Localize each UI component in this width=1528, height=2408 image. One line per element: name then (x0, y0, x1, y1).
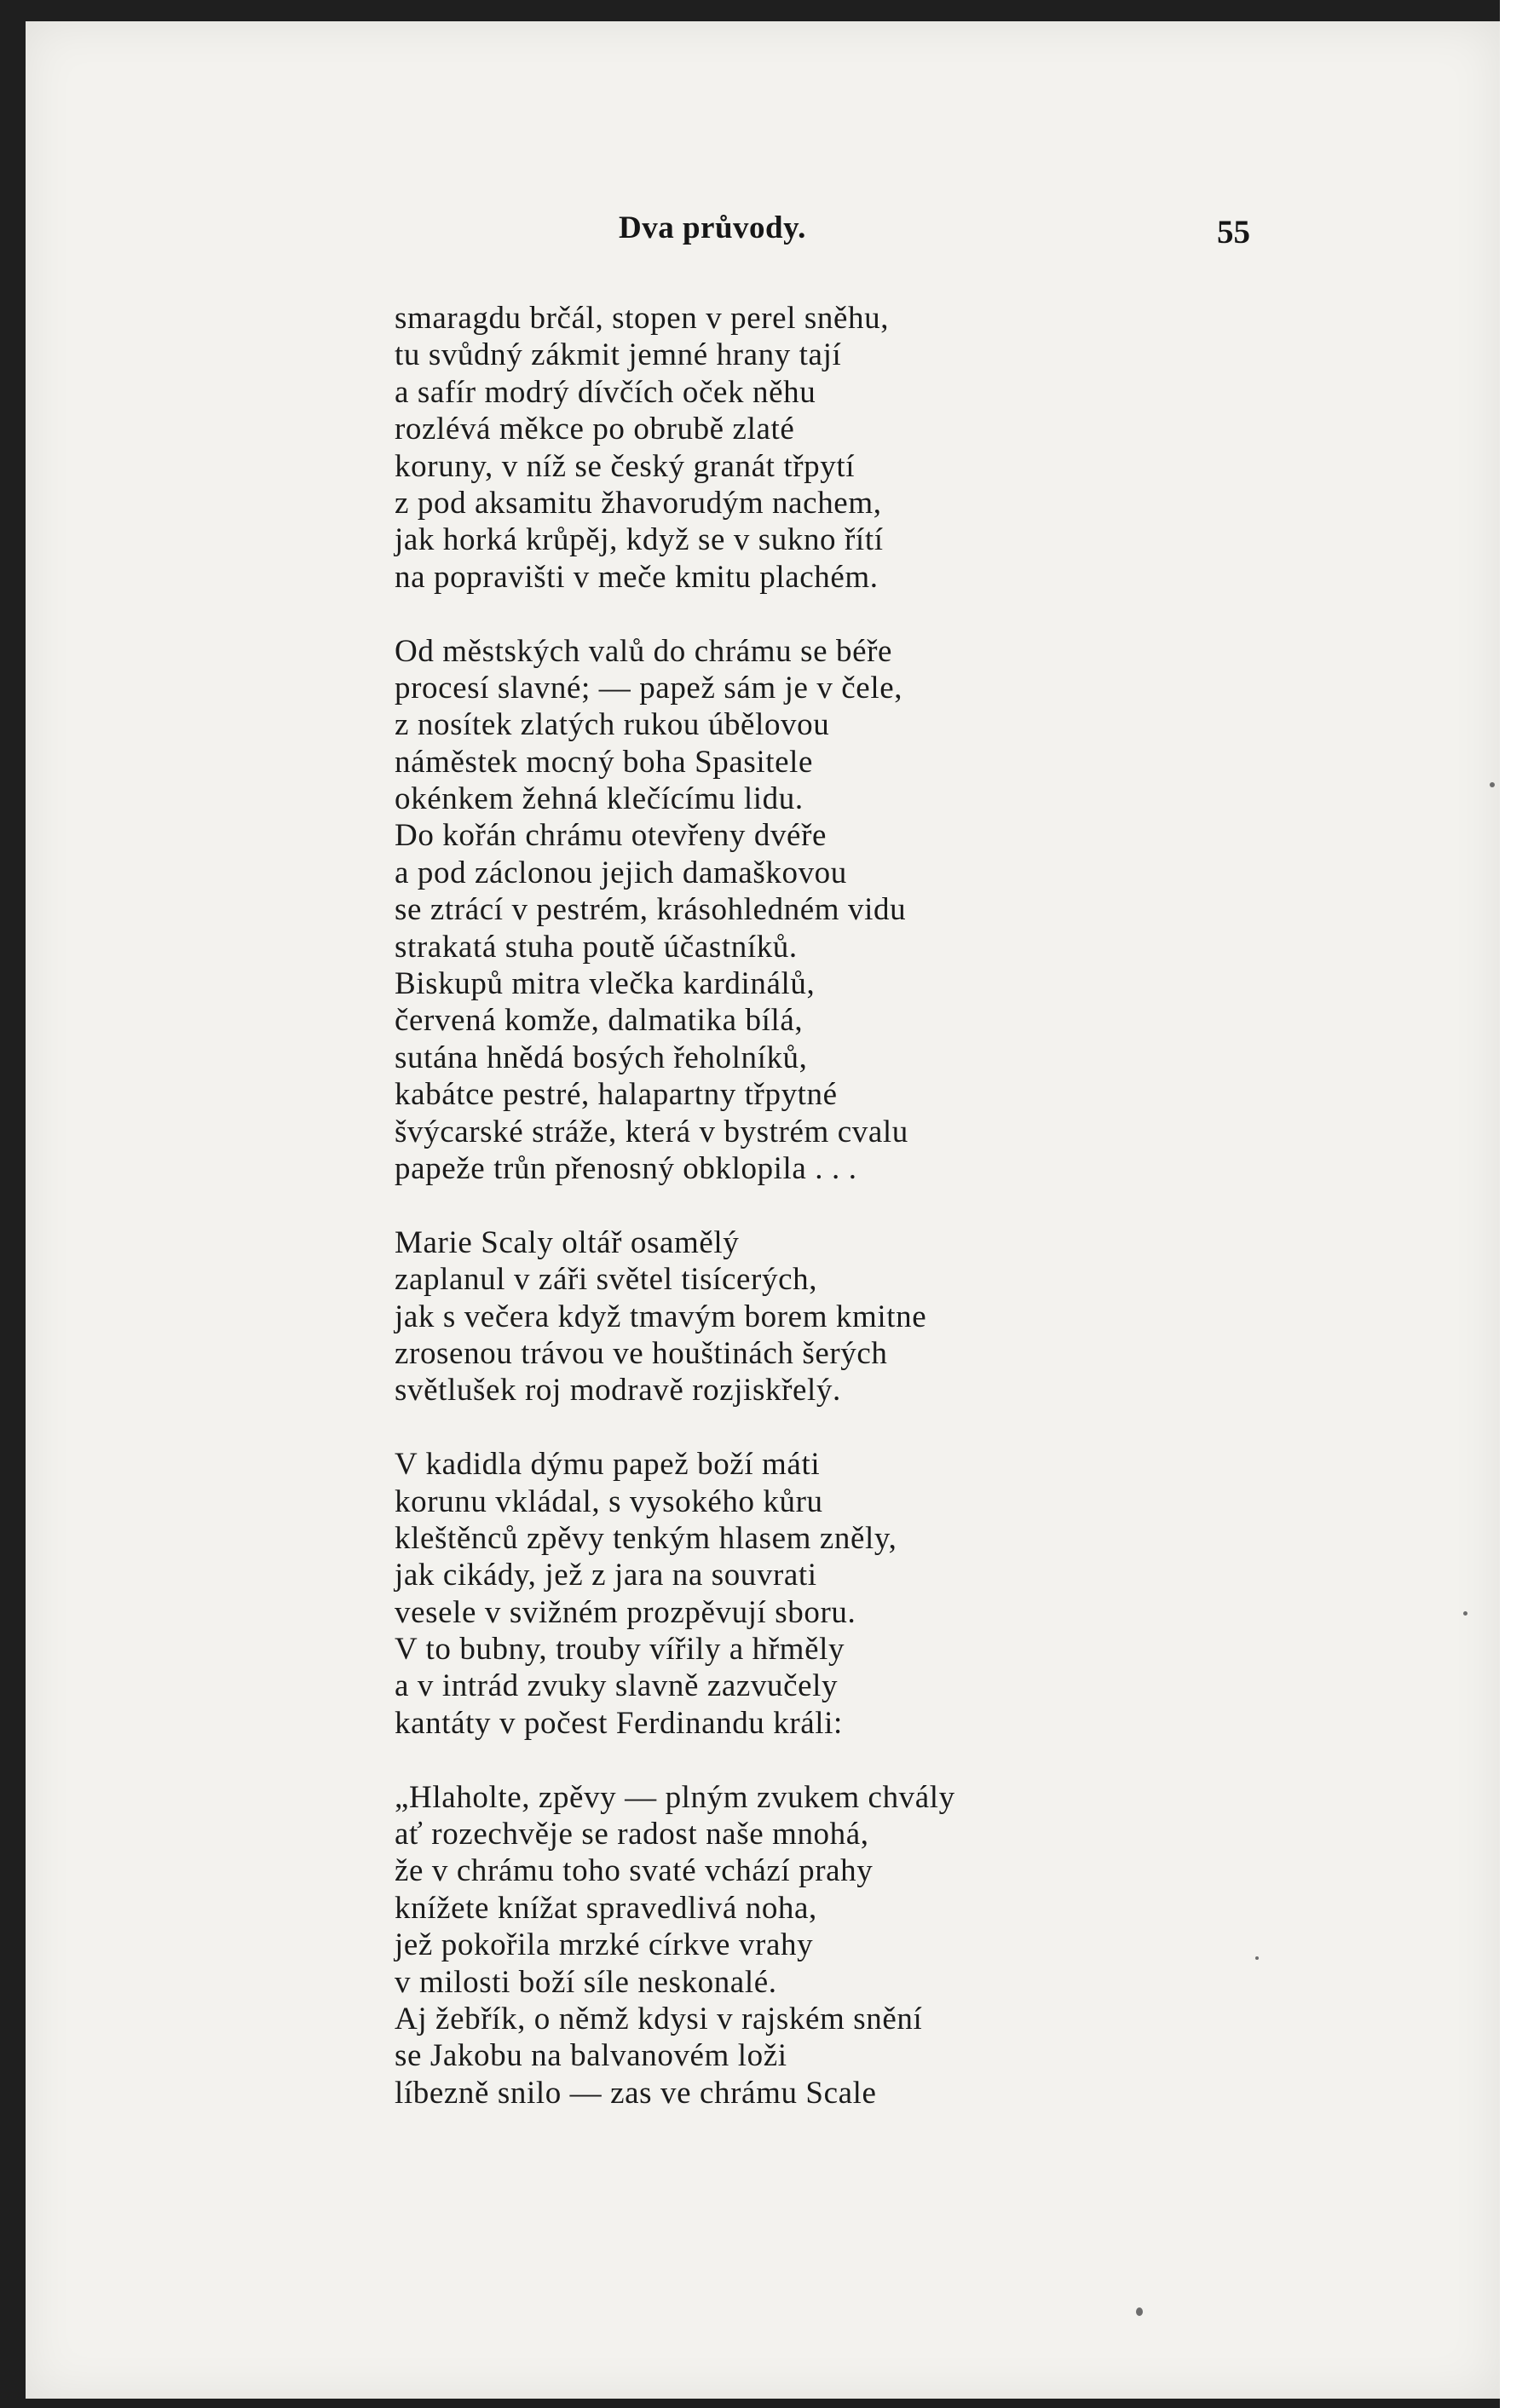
verse-line: a pod záclonou jejich damaškovou (395, 855, 847, 890)
verse-line: kleštěnců zpěvy tenkým hlasem zněly, (395, 1520, 897, 1556)
verse-line: jež pokořila mrzké církve vrahy (395, 1927, 814, 1963)
verse-line: se ztrácí v pestrém, krásohledném vidu (395, 892, 907, 928)
verse-line: V kadidla dýmu papež boží máti (395, 1447, 821, 1483)
verse-line: Aj žebřík, o němž kdysi v rajském snění (395, 2001, 923, 2036)
verse-line: tu svůdný zákmit jemné hrany tají (395, 337, 842, 373)
scan-speck (1255, 1956, 1259, 1960)
stanza (395, 1779, 955, 2112)
verse-line: ať rozechvěje se radost naše mnohá, (395, 1817, 869, 1852)
verse-line: se Jakobu na balvanovém loži (395, 2038, 787, 2074)
stanza (395, 300, 955, 596)
verse-line: strakatá stuha poutě účastníků. (395, 929, 798, 965)
verse-line: vesele v svižném prozpěvují sboru. (395, 1594, 856, 1630)
verse-line: koruny, v níž se český granát třpytí (395, 448, 856, 484)
verse-line: knížete knížat spravedlivá noha, (395, 1890, 817, 1926)
verse-line: náměstek mocný boha Spasitele (395, 744, 814, 780)
verse-line: Do kořán chrámu otevřeny dvéře (395, 818, 827, 854)
stanza (395, 1224, 955, 1409)
verse-line: z nosítek zlatých rukou úbělovou (395, 707, 830, 743)
verse-line: sutána hnědá bosých řeholníků, (395, 1040, 808, 1075)
verse-line: V to bubny, trouby vířily a hřměly (395, 1632, 845, 1668)
verse-line: červená komže, dalmatika bílá, (395, 1003, 804, 1039)
verse-line: zrosenou trávou ve houštinách šerých (395, 1335, 888, 1371)
verse-line: zaplanul v záři světel tisícerých, (395, 1262, 818, 1298)
verse-line: a safír modrý dívčích oček něhu (395, 374, 816, 410)
stanza (395, 633, 955, 1188)
page-number: 55 (1217, 214, 1250, 251)
verse-line: Biskupů mitra vlečka kardinálů, (395, 966, 816, 1002)
verse-line: jak s večera když tmavým borem kmitne (395, 1299, 927, 1334)
verse-line: že v chrámu toho svaté vchází prahy (395, 1853, 874, 1889)
verse-line: jak horká krůpěj, když se v sukno řítí (395, 522, 884, 558)
verse-line: procesí slavné; — papež sám je v čele, (395, 670, 903, 706)
verse-line: líbezně snilo — zas ve chrámu Scale (395, 2075, 877, 2111)
scan-margin (1500, 0, 1528, 2408)
verse-line: „Hlaholte, zpěvy — plným zvukem chvály (395, 1779, 955, 1815)
verse-line: korunu vkládal, s vysokého kůru (395, 1483, 823, 1519)
stanza (395, 1446, 955, 1742)
verse-line: Od městských valů do chrámu se béře (395, 633, 893, 669)
verse-line: z pod aksamitu žhavorudým nachem, (395, 485, 882, 521)
verse-line: kantáty v počest Ferdinandu králi: (395, 1705, 843, 1741)
verse-line: okénkem žehná klečícímu lidu. (395, 781, 804, 817)
verse-line: a v intrád zvuky slavně zazvučely (395, 1668, 839, 1704)
scan-speck (1490, 782, 1495, 787)
verse-line: rozlévá měkce po obrubě zlaté (395, 412, 795, 447)
verse-line: smaragdu brčál, stopen v perel sněhu, (395, 301, 890, 336)
verse-line: jak cikády, jež z jara na souvrati (395, 1558, 817, 1593)
verse-line: Marie Scaly oltář osamělý (395, 1224, 740, 1260)
poem-text (395, 300, 955, 2111)
verse-line: na popravišti v meče kmitu plachém. (395, 559, 879, 595)
running-header: Dva průvody. (619, 210, 806, 245)
scan-speck (1463, 1611, 1467, 1616)
verse-line: papeže trůn přenosný obklopila . . . (395, 1150, 857, 1186)
scan-speck (1136, 2307, 1143, 2316)
verse-line: v milosti boží síle neskonalé. (395, 1964, 777, 2000)
verse-line: světlušek roj modravě rozjiskřelý. (395, 1373, 841, 1409)
verse-line: švýcarské stráže, která v bystrém cvalu (395, 1114, 908, 1149)
verse-line: kabátce pestré, halapartny třpytné (395, 1077, 838, 1113)
